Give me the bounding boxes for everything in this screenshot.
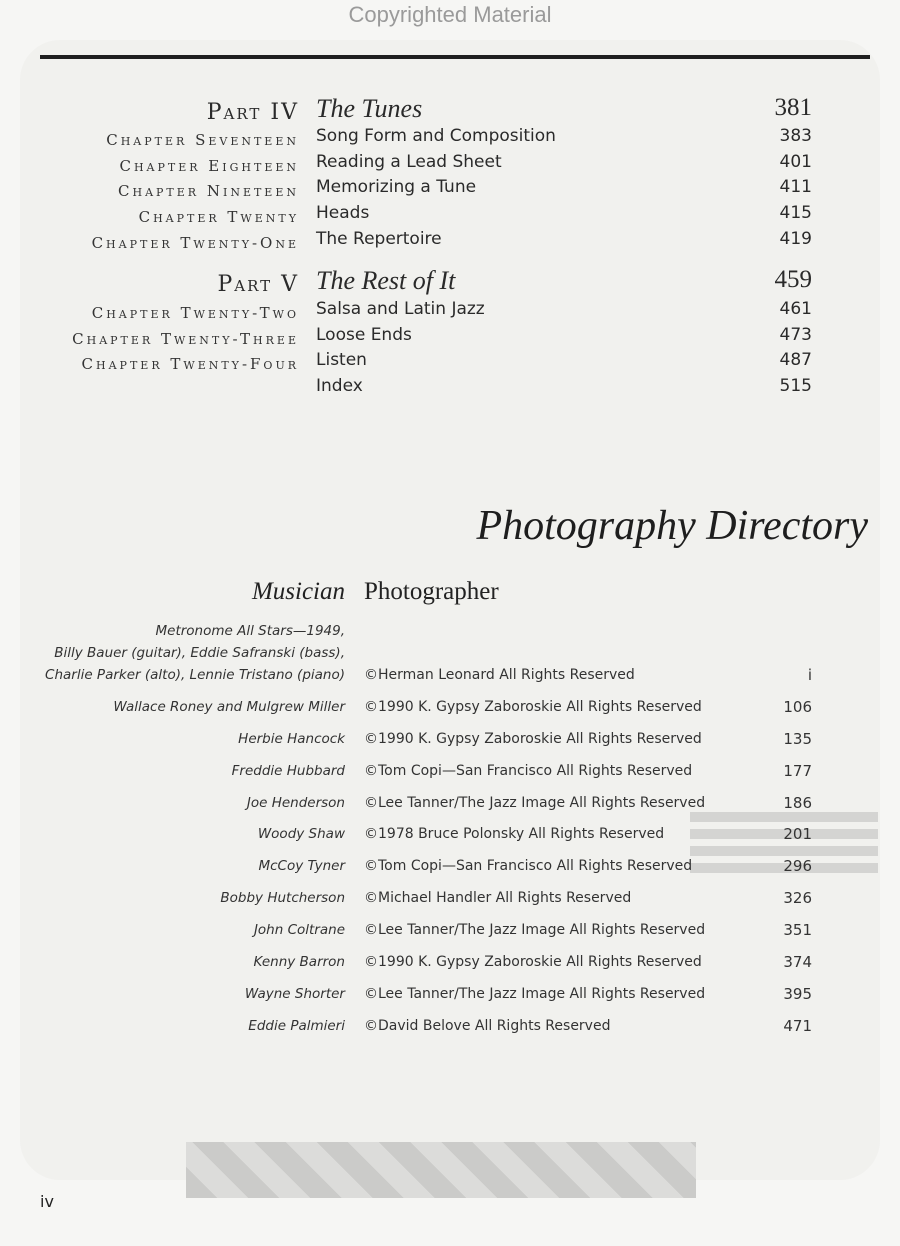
photo-page: 326 (783, 889, 812, 907)
toc-page: 473 (779, 325, 812, 345)
photo-credit: ©Tom Copi—San Francisco All Rights Reserved (364, 858, 693, 874)
toc-chapter-row (0, 299, 900, 325)
photo-page: 351 (783, 921, 812, 939)
toc-label: Chapter Nineteen (118, 182, 299, 200)
photo-credit: ©1978 Bruce Polonsky All Rights Reserved (364, 826, 665, 842)
toc-part-row (0, 94, 900, 126)
toc-title: The Repertoire (316, 229, 442, 249)
toc-page: 459 (774, 266, 812, 293)
photo-page: 471 (783, 1017, 812, 1035)
musician-column-header: Musician (251, 578, 345, 605)
toc-title: Heads (316, 203, 370, 223)
photo-credit: ©David Belove All Rights Reserved (364, 1018, 611, 1034)
toc-label: Chapter Twenty-Four (81, 355, 299, 373)
toc-page: 383 (779, 126, 812, 146)
toc-title: Loose Ends (316, 325, 412, 345)
toc-chapter-row (0, 126, 900, 152)
directory-row (0, 696, 900, 718)
photo-credit: ©1990 K. Gypsy Zaboroskie All Rights Reserved (364, 954, 702, 970)
photo-page: 374 (783, 953, 812, 971)
directory-row (0, 983, 900, 1005)
musician-name: Wayne Shorter (244, 986, 345, 1002)
directory-row (0, 855, 900, 877)
toc-title: Listen (316, 350, 367, 370)
toc-page: 401 (779, 152, 812, 172)
toc-page: 411 (779, 177, 812, 197)
musician-name: Eddie Palmieri (248, 1018, 345, 1034)
photographer-column-header: Photographer (364, 578, 499, 605)
toc-title: Memorizing a Tune (316, 177, 477, 197)
photo-credit: ©1990 K. Gypsy Zaboroskie All Rights Reserved (364, 699, 702, 715)
directory-row (0, 728, 900, 750)
directory-row (0, 919, 900, 941)
toc-part-row (0, 266, 900, 298)
musician-name: Freddie Hubbard (231, 763, 345, 779)
directory-row (0, 823, 900, 845)
photo-page: 395 (783, 985, 812, 1003)
photo-credit: ©Lee Tanner/The Jazz Image All Rights Reserved (364, 986, 706, 1002)
toc-page: 419 (779, 229, 812, 249)
photo-page: i (807, 666, 812, 684)
page-number: iv (40, 1192, 54, 1211)
ghost-bleedthrough-heading (846, 40, 860, 91)
toc-label: Chapter Seventeen (106, 131, 299, 149)
toc-chapter-row (0, 203, 900, 229)
directory-row (0, 951, 900, 973)
directory-row (0, 792, 900, 814)
toc-page: 461 (779, 299, 812, 319)
photo-credit: ©Michael Handler All Rights Reserved (364, 890, 632, 906)
toc-label: Part IV (206, 100, 299, 125)
photo-credit: ©Tom Copi—San Francisco All Rights Reserved (364, 763, 693, 779)
toc-chapter-row (0, 325, 900, 351)
toc-title: The Rest of It (316, 266, 456, 295)
toc-page: 381 (774, 94, 812, 121)
musician-name: Wallace Roney and Mulgrew Miller (113, 699, 345, 715)
toc-chapter-row (0, 229, 900, 255)
toc-title: Salsa and Latin Jazz (316, 299, 485, 319)
photo-page: 296 (783, 857, 812, 875)
toc-title: The Tunes (316, 94, 423, 123)
toc-label: Chapter Twenty-Three (72, 330, 299, 348)
directory-row (0, 887, 900, 909)
photo-page: 177 (783, 762, 812, 780)
directory-row (0, 623, 900, 686)
toc-label: Chapter Eighteen (119, 157, 299, 175)
decorative-band (186, 1142, 696, 1198)
toc-title: Reading a Lead Sheet (316, 152, 502, 172)
musician-name: Joe Henderson (246, 795, 345, 811)
musician-name: John Coltrane (253, 922, 345, 938)
header-rule (40, 55, 870, 59)
toc-chapter-row (0, 350, 900, 376)
musician-name: Herbie Hancock (238, 731, 345, 747)
photo-page: 186 (783, 794, 812, 812)
photo-credit: ©Lee Tanner/The Jazz Image All Rights Reserved (364, 795, 706, 811)
directory-row (0, 1015, 900, 1037)
photo-credit: ©1990 K. Gypsy Zaboroskie All Rights Reserved (364, 731, 702, 747)
toc-page: 515 (779, 376, 812, 396)
toc-title: Index (316, 376, 363, 396)
toc-label: Part V (217, 272, 299, 297)
musician-name: Metronome All Stars—1949, Billy Bauer (guitar), Eddie Safranski (bass), Charlie Parker (alto), Lennie Tristano (piano) (45, 623, 345, 683)
toc-chapter-row (0, 376, 900, 402)
copyright-watermark: Copyrighted Material (348, 2, 552, 27)
musician-name: Woody Shaw (257, 826, 345, 842)
toc-chapter-row (0, 152, 900, 178)
photo-page: 201 (783, 825, 812, 843)
photo-page: 106 (783, 698, 812, 716)
photo-credit: ©Lee Tanner/The Jazz Image All Rights Reserved (364, 922, 706, 938)
musician-name: Bobby Hutcherson (220, 890, 345, 906)
toc-label: Chapter Twenty-One (91, 234, 299, 252)
toc-chapter-row (0, 177, 900, 203)
toc-page: 415 (779, 203, 812, 223)
toc-label: Chapter Twenty (138, 208, 299, 226)
photo-page: 135 (783, 730, 812, 748)
directory-title: Photography Directory (476, 503, 868, 549)
photo-credit: ©Herman Leonard All Rights Reserved (364, 667, 635, 683)
directory-row (0, 760, 900, 782)
toc-page: 487 (779, 350, 812, 370)
toc-label: Chapter Twenty-Two (91, 304, 299, 322)
musician-name: McCoy Tyner (258, 858, 345, 874)
musician-name: Kenny Barron (253, 954, 345, 970)
toc-title: Song Form and Composition (316, 126, 556, 146)
